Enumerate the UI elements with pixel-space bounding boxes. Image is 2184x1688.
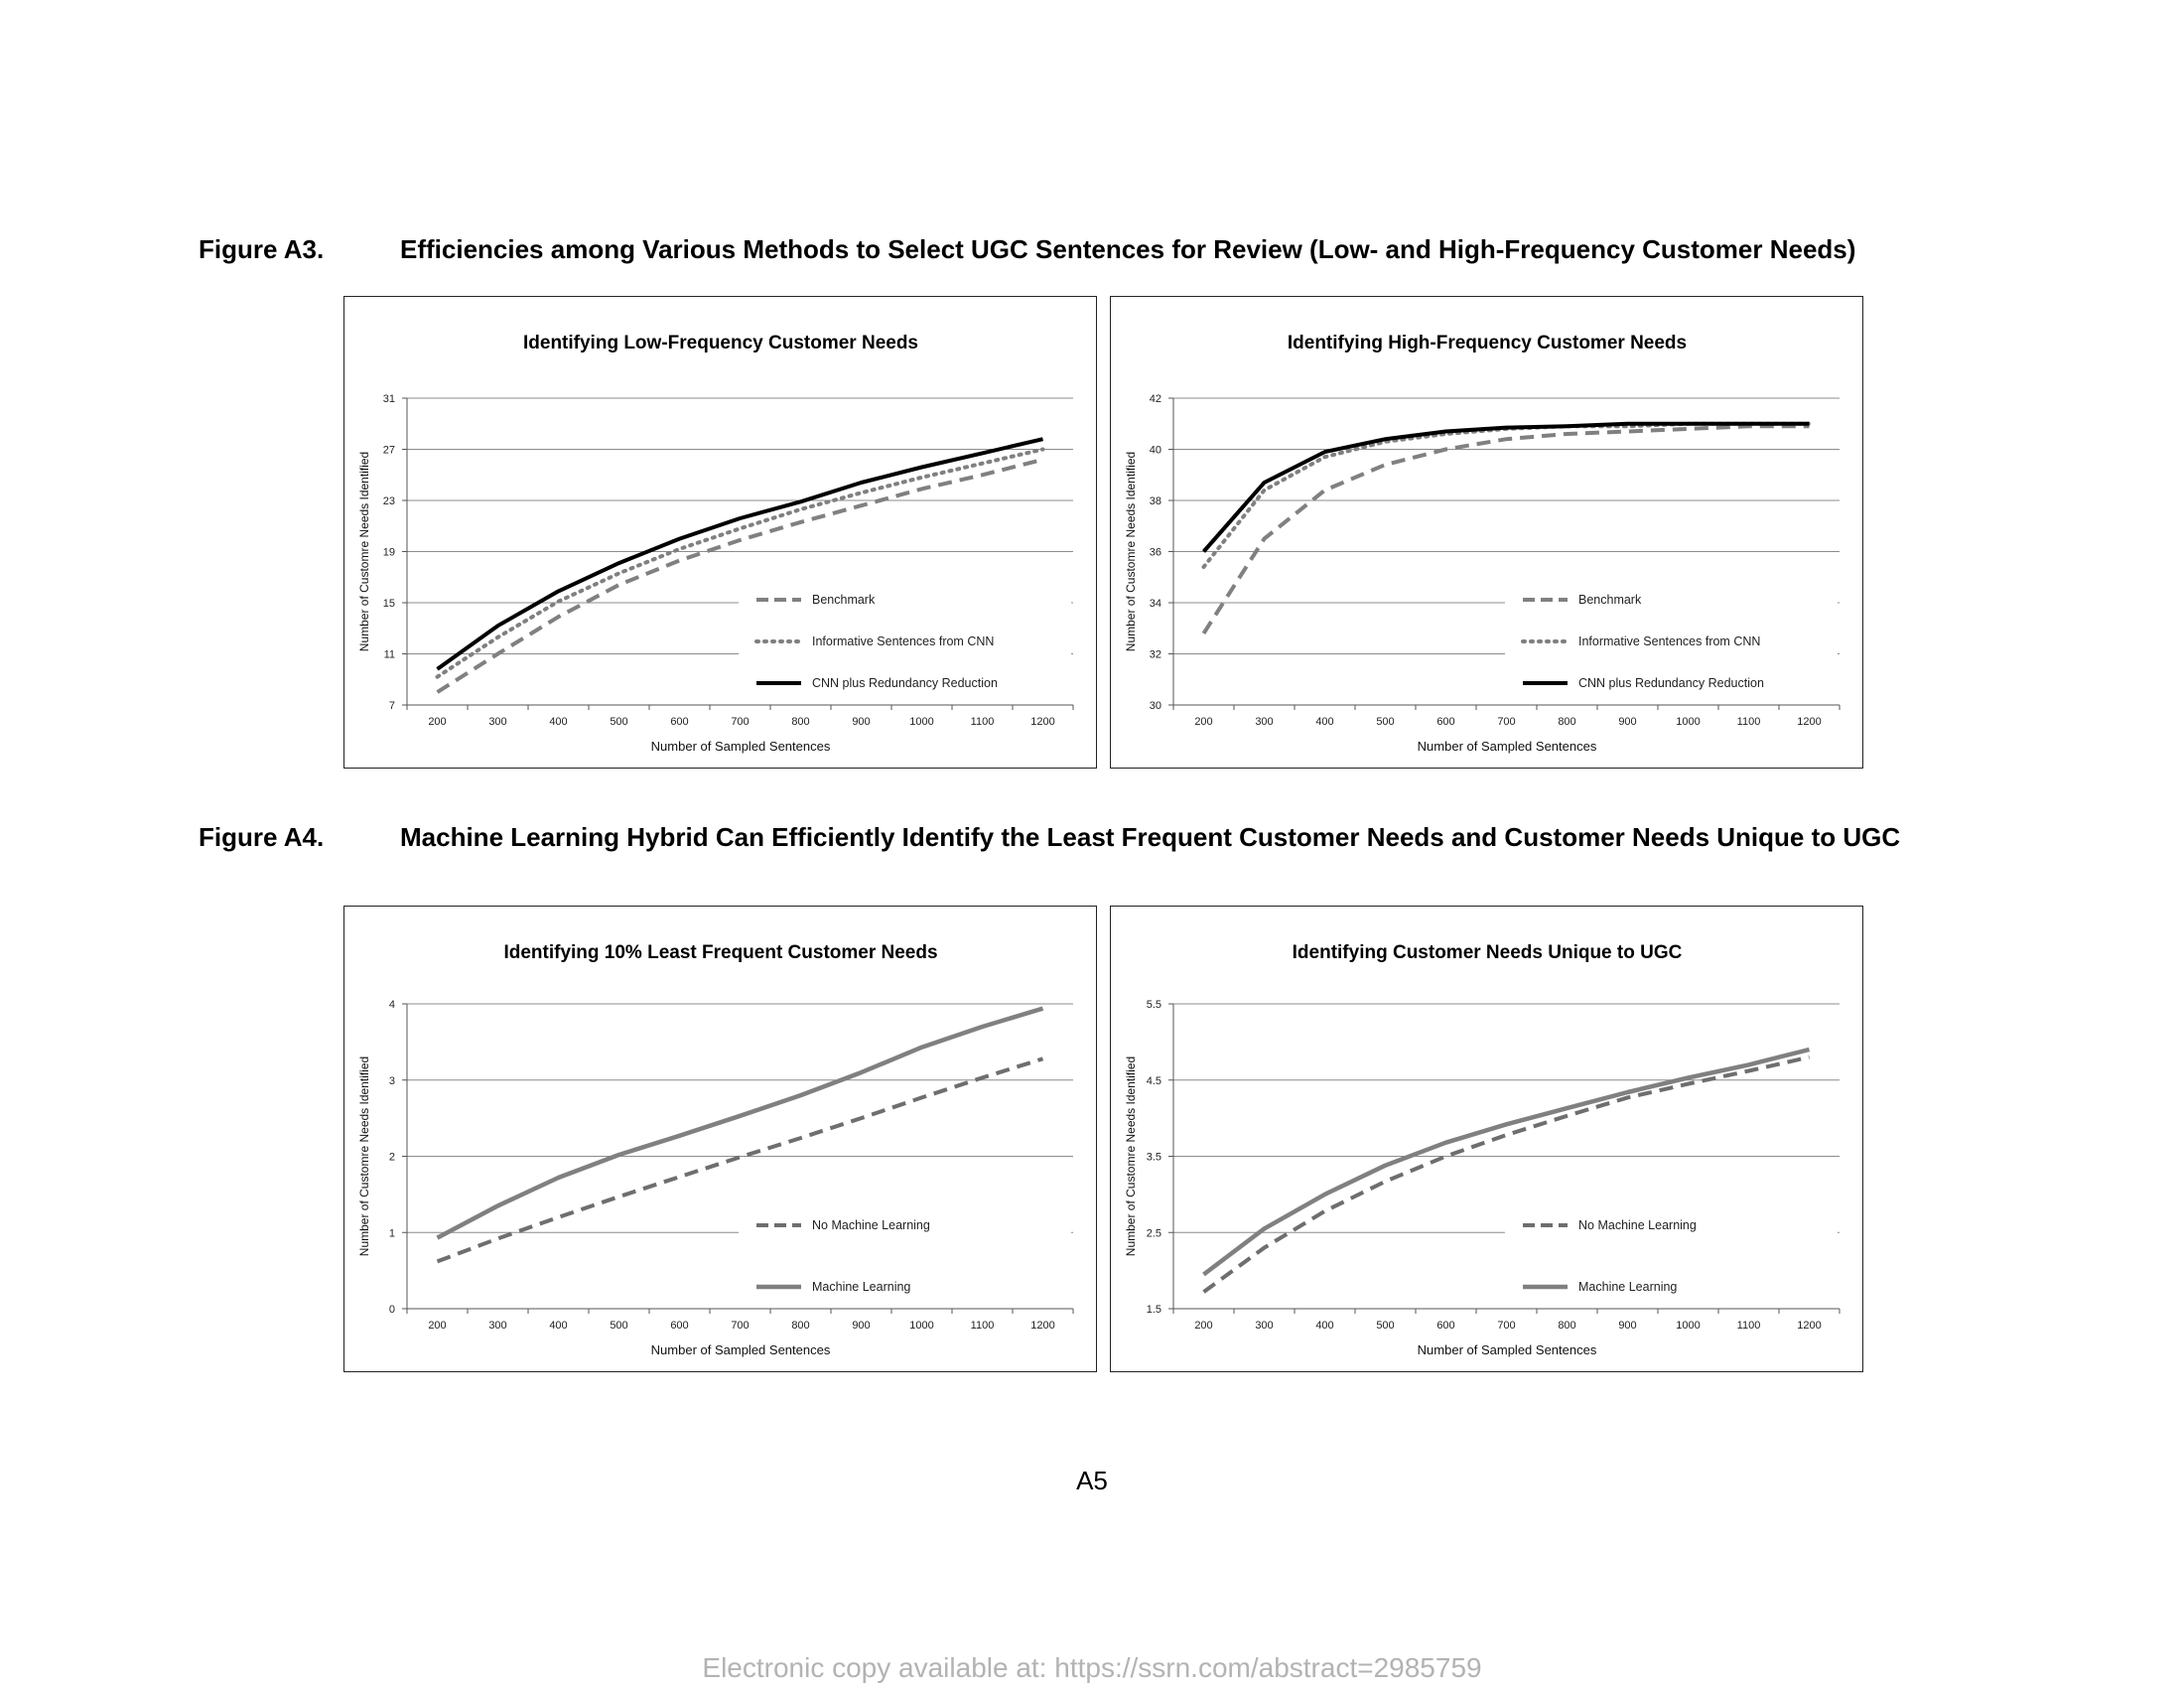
- legend-label: No Machine Learning: [812, 1218, 930, 1232]
- x-tick-label: 1200: [1030, 1320, 1055, 1332]
- figure-a4-number: Figure A4.: [199, 822, 325, 852]
- y-tick-label: 1.5: [1146, 1304, 1161, 1316]
- chart-least-frequent-needs: [343, 906, 1097, 1372]
- x-axis-label: Number of Sampled Sentences: [1417, 739, 1597, 754]
- series-line: [438, 1009, 1043, 1238]
- series-line: [1204, 424, 1810, 552]
- series-line: [1204, 424, 1810, 567]
- x-tick-label: 1000: [1676, 1320, 1701, 1332]
- figure-a4-title: Machine Learning Hybrid Can Efficiently Identify the Least Frequent Customer Needs and Customer Needs Unique to UGC: [400, 822, 1901, 852]
- x-axis-label: Number of Sampled Sentences: [650, 739, 831, 754]
- x-tick-label: 1200: [1797, 1320, 1822, 1332]
- x-tick-label: 600: [1436, 716, 1455, 728]
- y-axis-label: Number of Customre Needs Identified: [1124, 1055, 1138, 1257]
- x-tick-label: 1100: [1736, 1320, 1761, 1332]
- x-tick-label: 300: [488, 1320, 507, 1332]
- chart-svg: [344, 297, 1098, 770]
- chart-unique-to-ugc: [1110, 906, 1863, 1372]
- x-tick-label: 800: [791, 716, 810, 728]
- x-tick-label: 900: [1618, 716, 1637, 728]
- y-tick-label: 11: [383, 648, 395, 661]
- y-tick-label: 4: [388, 999, 395, 1011]
- y-tick-label: 42: [1149, 393, 1161, 405]
- y-tick-label: 27: [382, 444, 395, 457]
- x-tick-label: 200: [428, 716, 447, 728]
- x-tick-label: 400: [1315, 1320, 1334, 1332]
- figure-a4-heading: [199, 822, 1900, 853]
- legend-label: CNN plus Redundancy Reduction: [1578, 676, 1764, 690]
- legend-label: Informative Sentences from CNN: [812, 634, 995, 648]
- x-tick-label: 700: [731, 716, 750, 728]
- x-tick-label: 1000: [909, 716, 934, 728]
- y-axis-label: Number of Customre Needs Identified: [357, 451, 371, 652]
- y-tick-label: 4.5: [1146, 1074, 1161, 1087]
- x-tick-label: 400: [549, 1320, 568, 1332]
- x-tick-label: 500: [1376, 1320, 1395, 1332]
- x-tick-label: 200: [428, 1320, 447, 1332]
- x-tick-label: 900: [1618, 1320, 1637, 1332]
- y-tick-label: 40: [1149, 444, 1161, 457]
- y-tick-label: 30: [1149, 700, 1161, 712]
- y-tick-label: 3.5: [1146, 1151, 1161, 1164]
- x-tick-label: 1200: [1030, 716, 1055, 728]
- y-tick-label: 32: [1149, 648, 1161, 661]
- x-tick-label: 300: [1255, 1320, 1274, 1332]
- x-axis-label: Number of Sampled Sentences: [650, 1342, 831, 1357]
- legend-label: Benchmark: [812, 593, 876, 607]
- chart-low-frequency-needs: [343, 296, 1097, 769]
- figure-a3-title: Efficiencies among Various Methods to Select UGC Sentences for Review (Low- and High-Frequency Customer Needs): [400, 234, 1856, 264]
- x-tick-label: 1100: [970, 716, 995, 728]
- figure-a3-heading: [199, 234, 1855, 265]
- y-tick-label: 23: [382, 495, 395, 507]
- x-tick-label: 300: [1255, 716, 1274, 728]
- figure-a3-number: Figure A3.: [199, 234, 325, 264]
- y-tick-label: 38: [1149, 495, 1161, 507]
- chart-title: Identifying 10% Least Frequent Customer Needs: [503, 942, 938, 963]
- x-tick-label: 1100: [970, 1320, 995, 1332]
- x-axis-label: Number of Sampled Sentences: [1417, 1342, 1597, 1357]
- legend-label: Machine Learning: [1578, 1280, 1678, 1294]
- x-tick-label: 200: [1194, 716, 1213, 728]
- x-tick-label: 500: [1376, 716, 1395, 728]
- y-axis-label: Number of Customre Needs Identified: [1124, 451, 1138, 652]
- x-tick-label: 900: [852, 1320, 871, 1332]
- chart-title: Identifying Low-Frequency Customer Needs: [523, 333, 918, 353]
- y-tick-label: 1: [388, 1227, 395, 1240]
- x-tick-label: 700: [1497, 716, 1516, 728]
- x-tick-label: 400: [1315, 716, 1334, 728]
- x-tick-label: 600: [670, 1320, 689, 1332]
- x-tick-label: 600: [1436, 1320, 1455, 1332]
- chart-svg: [1111, 907, 1864, 1373]
- x-tick-label: 600: [670, 716, 689, 728]
- legend-label: Benchmark: [1578, 593, 1642, 607]
- x-tick-label: 500: [610, 716, 628, 728]
- x-tick-label: 700: [1497, 1320, 1516, 1332]
- x-tick-label: 500: [610, 1320, 628, 1332]
- legend-label: Informative Sentences from CNN: [1578, 634, 1761, 648]
- x-tick-label: 800: [1558, 716, 1576, 728]
- x-tick-label: 1000: [909, 1320, 934, 1332]
- y-tick-label: 5.5: [1146, 999, 1161, 1011]
- chart-title: Identifying High-Frequency Customer Needs: [1287, 333, 1688, 353]
- y-tick-label: 34: [1149, 598, 1161, 610]
- y-tick-label: 36: [1149, 546, 1161, 559]
- chart-title: Identifying Customer Needs Unique to UGC: [1292, 942, 1683, 963]
- legend-label: Machine Learning: [812, 1280, 911, 1294]
- y-tick-label: 2.5: [1146, 1227, 1161, 1240]
- chart-high-frequency-needs: [1110, 296, 1863, 769]
- x-tick-label: 200: [1194, 1320, 1213, 1332]
- y-tick-label: 7: [388, 700, 395, 712]
- y-axis-label: Number of Customre Needs Identified: [357, 1055, 371, 1257]
- x-tick-label: 700: [731, 1320, 750, 1332]
- x-tick-label: 900: [852, 716, 871, 728]
- legend-label: CNN plus Redundancy Reduction: [812, 676, 998, 690]
- legend-label: No Machine Learning: [1578, 1218, 1697, 1232]
- x-tick-label: 800: [791, 1320, 810, 1332]
- y-tick-label: 31: [382, 393, 395, 405]
- y-tick-label: 3: [388, 1074, 395, 1087]
- x-tick-label: 1000: [1676, 716, 1701, 728]
- x-tick-label: 1200: [1797, 716, 1822, 728]
- chart-svg: [1111, 297, 1864, 770]
- x-tick-label: 300: [488, 716, 507, 728]
- footer-link-text: Electronic copy available at: https://ssrn.com/abstract=2985759: [702, 1652, 1482, 1683]
- x-tick-label: 1100: [1736, 716, 1761, 728]
- y-tick-label: 2: [388, 1151, 395, 1164]
- y-tick-label: 15: [382, 598, 395, 610]
- chart-svg: [344, 907, 1098, 1373]
- y-tick-label: 19: [382, 546, 395, 559]
- y-tick-label: 0: [388, 1304, 395, 1316]
- x-tick-label: 800: [1558, 1320, 1576, 1332]
- x-tick-label: 400: [549, 716, 568, 728]
- page-number: A5: [1076, 1466, 1108, 1495]
